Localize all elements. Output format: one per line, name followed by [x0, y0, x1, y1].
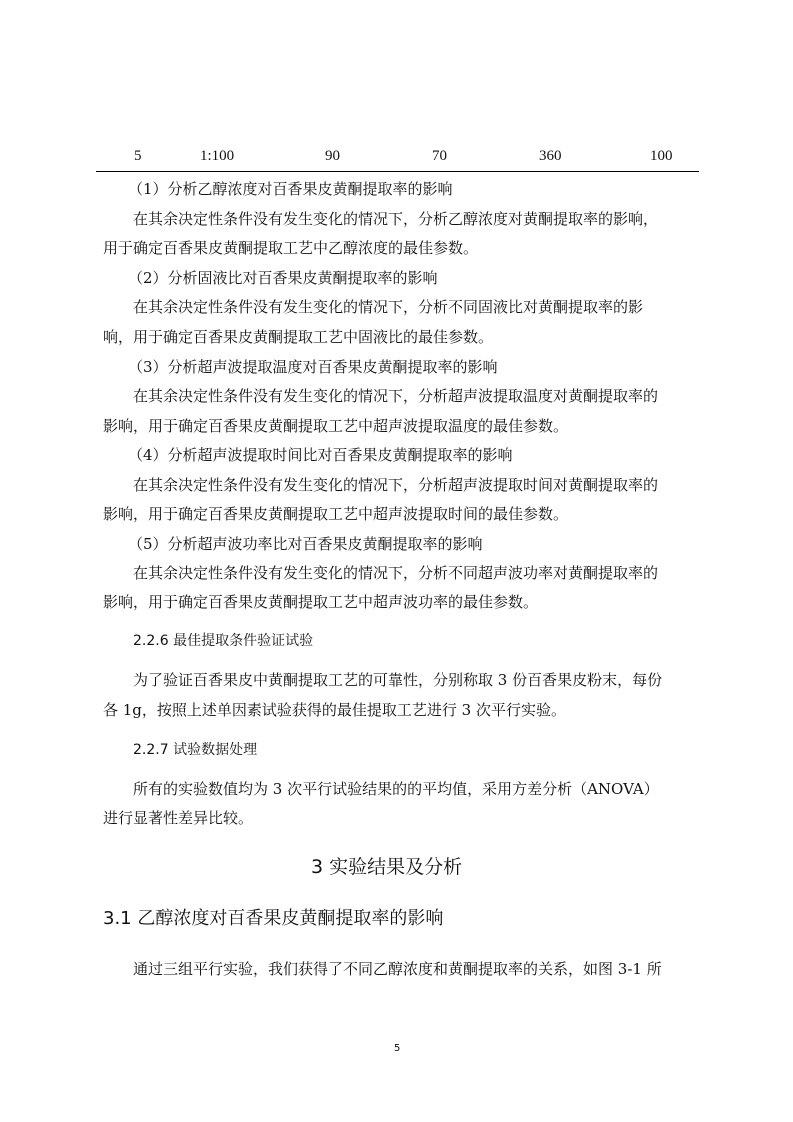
paragraph-line: 所有的实验数值均为 3 次平行试验结果的的平均值，采用方差分析（ANOVA）: [133, 780, 659, 798]
section-heading: 2.2.6 最佳提取条件验证试验: [133, 633, 314, 649]
paragraph-line: 通过三组平行实验，我们获得了不同乙醇浓度和黄酮提取率的关系，如图 3-1 所: [133, 960, 662, 978]
paragraph-line: 用于确定百香果皮黄酮提取工艺中乙醇浓度的最佳参数。: [103, 239, 479, 257]
paragraph-line: 各 1g，按照上述单因素试验获得的最佳提取工艺进行 3 次平行实验。: [103, 701, 566, 719]
list-item-heading: （3）分析超声波提取温度对百香果皮黄酮提取率的影响: [128, 358, 498, 376]
list-item-heading: （5）分析超声波功率比对百香果皮黄酮提取率的影响: [128, 535, 483, 553]
paragraph-line: 影响，用于确定百香果皮黄酮提取工艺中超声波功率的最佳参数。: [103, 593, 539, 611]
table-cell: 100: [650, 148, 673, 164]
paragraph-line: 在其余决定性条件没有发生变化的情况下，分析超声波提取时间对黄酮提取率的: [133, 476, 659, 494]
paragraph-line: 在其余决定性条件没有发生变化的情况下，分析超声波提取温度对黄酮提取率的: [133, 387, 659, 405]
paragraph-line: 响，用于确定百香果皮黄酮提取工艺中固液比的最佳参数。: [103, 328, 494, 346]
list-item-heading: （2）分析固液比对百香果皮黄酮提取率的影响: [128, 269, 438, 287]
table-bottom-rule: [96, 171, 699, 172]
paragraph-line: 影响，用于确定百香果皮黄酮提取工艺中超声波提取温度的最佳参数。: [103, 417, 569, 435]
list-item-heading: （4）分析超声波提取时间比对百香果皮黄酮提取率的影响: [128, 446, 513, 464]
section-heading: 2.2.7 试验数据处理: [133, 742, 258, 758]
paragraph-line: 在其余决定性条件没有发生变化的情况下，分析不同固液比对黄酮提取率的影: [133, 298, 644, 316]
table-cell: 360: [539, 148, 562, 164]
list-item-heading: （1）分析乙醇浓度对百香果皮黄酮提取率的影响: [128, 180, 453, 198]
table-cell: 90: [325, 148, 340, 164]
table-cell: 70: [432, 148, 447, 164]
paragraph-line: 进行显著性差异比较。: [103, 809, 254, 827]
paragraph-line: 影响，用于确定百香果皮黄酮提取工艺中超声波提取时间的最佳参数。: [103, 505, 569, 523]
section-title: 3.1 乙醇浓度对百香果皮黄酮提取率的影响: [103, 908, 444, 929]
paragraph-line: 在其余决定性条件没有发生变化的情况下，分析乙醇浓度对黄酮提取率的影响，: [133, 210, 659, 228]
chapter-title: 3 实验结果及分析: [311, 856, 463, 878]
table-row: [96, 144, 699, 172]
table-cell: 5: [134, 148, 142, 164]
paragraph-line: 在其余决定性条件没有发生变化的情况下，分析不同超声波功率对黄酮提取率的: [133, 564, 659, 582]
page-number: 5: [394, 1043, 401, 1054]
table-cell: 1:100: [200, 148, 235, 164]
paragraph-line: 为了验证百香果皮中黄酮提取工艺的可靠性，分别称取 3 份百香果皮粉末，每份: [133, 671, 663, 689]
